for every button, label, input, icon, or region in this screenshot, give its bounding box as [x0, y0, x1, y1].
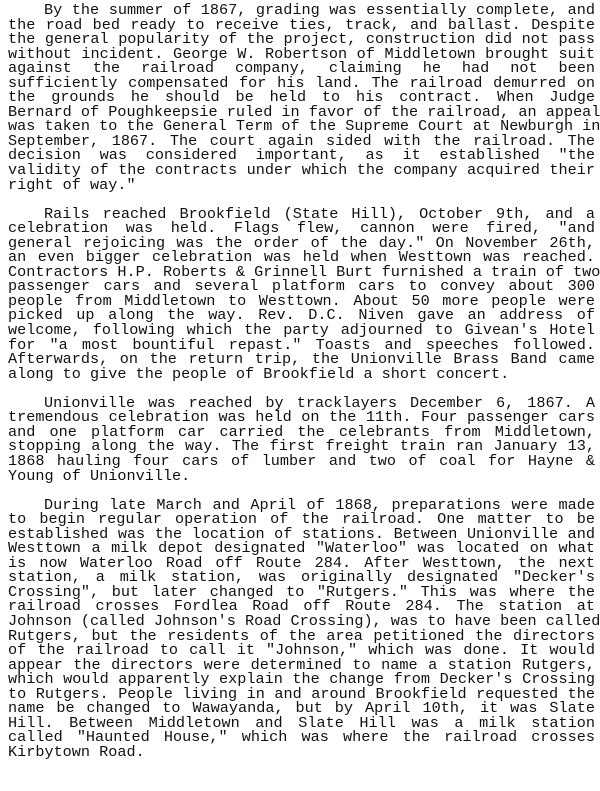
text-line: Contractors H.P. Roberts & Grinnell Burt furnished a train of two — [8, 262, 600, 281]
text-line: to begin regular operation of the railroad. One matter to be — [8, 510, 595, 529]
text-line: station, a milk station, was originally designated "Decker's — [8, 568, 595, 587]
text-line: to Rutgers. People living in and around Brookfield requested the — [8, 684, 595, 703]
text-line: Bernard of Poughkeepsie ruled in favor of the railroad, an appeal — [8, 102, 600, 121]
text-line: against the railroad company, claiming he had not been — [8, 59, 595, 78]
text-line: picked up along the way. Rev. D.C. Niven gave an address of — [8, 306, 595, 325]
text-line: 1868 hauling four cars of lumber and two of coal for Hayne & — [8, 451, 595, 470]
text-line: for "a most bountiful repast." Toasts and speeches followed. — [8, 335, 595, 354]
text-line: and one platform car carried the celebrants from Middletown, — [8, 422, 595, 441]
text-line: stopping along the way. The first freight train ran January 13, — [8, 437, 595, 456]
text-line: is now Waterloo Road off Route 284. After Westtown, the next — [8, 553, 595, 572]
text-line: without incident. George W. Robertson of Middletown brought suit — [8, 44, 595, 63]
text-line: Westtown a milk depot designated "Waterloo" was located on what — [8, 539, 595, 558]
text-line: decision was considered important, as it established "the — [8, 146, 595, 165]
text-line: right of way." — [8, 175, 136, 194]
paragraph — [8, 1, 600, 194]
text-line: September, 1867. The court again sided with the railroad. The — [8, 131, 595, 150]
text-line: Unionville was reached by tracklayers December 6, 1867. A — [44, 393, 595, 412]
text-line: of the railroad to call it "Johnson," which was done. It would — [8, 641, 595, 660]
paragraph — [8, 204, 600, 383]
text-line: Johnson (called Johnson's Road Crossing), was to have been called — [8, 611, 600, 630]
text-line: validity of the contracts under which the company acquired their — [8, 161, 595, 180]
text-line: the general popularity of the project, construction did not pass — [8, 30, 595, 49]
text-line: sufficiently compensated for his land. The railroad demurred on — [8, 73, 595, 92]
text-line: Afterwards, on the return trip, the Unionville Brass Band came — [8, 350, 595, 369]
text-line: called "Haunted House," which was where the railroad crosses — [8, 728, 595, 747]
text-line: Rutgers, but the residents of the area petitioned the directors — [8, 626, 595, 645]
text-line: the grounds he should be held to his contract. When Judge — [8, 88, 595, 107]
text-line: By the summer of 1867, grading was essentially complete, and — [44, 1, 595, 19]
text-line: along to give the people of Brookfield a short concert. — [8, 364, 510, 383]
text-line: appear the directors were determined to name a station Rutgers, — [8, 655, 595, 674]
text-line: established was the location of stations. Between Unionville and — [8, 524, 595, 543]
text-line: railroad crosses Fordlea Road off Route 284. The station at — [8, 597, 595, 616]
text-line: an even bigger celebration was held when Westtown was reached. — [8, 248, 595, 267]
paragraph — [8, 495, 600, 761]
text-line: people from Middletown to Westtown. About 50 more people were — [8, 291, 595, 310]
text-line: Young of Unionville. — [8, 466, 191, 485]
text-line: Kirbytown Road. — [8, 742, 145, 761]
document-page — [8, 1, 600, 774]
text-line: tremendous celebration was held on the 11th. Four passenger cars — [8, 408, 595, 427]
text-line: which would apparently explain the change from Decker's Crossing — [8, 670, 595, 689]
text-line: the road bed ready to receive ties, track, and ballast. Despite — [8, 15, 595, 34]
text-line: passenger cars and several platform cars to convey about 300 — [8, 277, 595, 296]
text-line: welcome, following which the party adjourned to Givean's Hotel — [8, 321, 595, 340]
text-line: Hill. Between Middletown and Slate Hill was a milk station — [8, 713, 595, 732]
text-line: Rails reached Brookfield (State Hill), October 9th, and a — [44, 204, 595, 223]
text-line: general rejoicing was the order of the day." On November 26th, — [8, 233, 595, 252]
paragraph — [8, 393, 595, 485]
text-line: name be changed to Wawayanda, but by April 10th, it was Slate — [8, 699, 595, 718]
text-line: was taken to the General Term of the Supreme Court at Newburgh in — [8, 117, 600, 136]
text-line: celebration was held. Flags flew, cannon were fired, "and — [8, 219, 595, 238]
text-line: Crossing", but later changed to "Rutgers." This was where the — [8, 582, 595, 601]
text-line: During late March and April of 1868, preparations were made — [44, 495, 595, 514]
